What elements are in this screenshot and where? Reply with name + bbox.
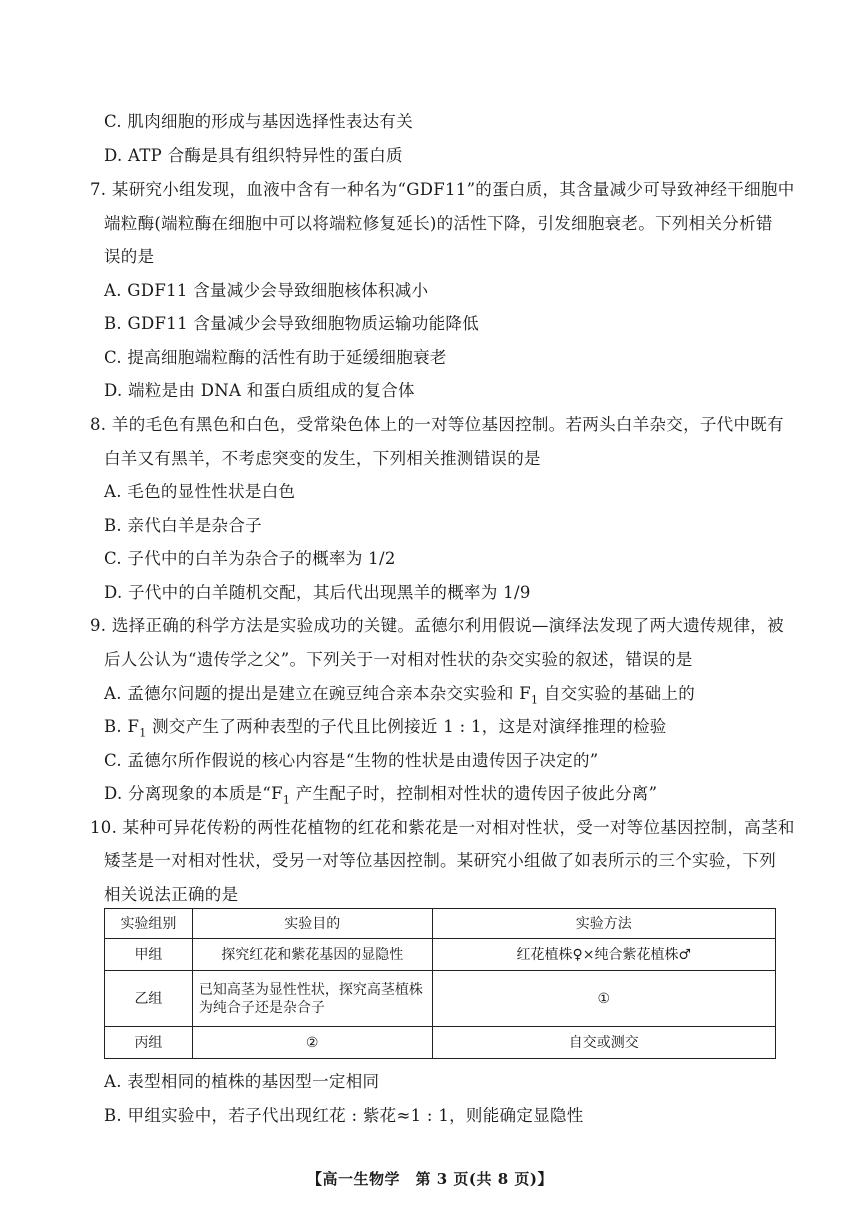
q10-option-a: A. 表型相同的植株的基因型一定相同 [104,1072,380,1091]
q9-stem-line1: 9. 选择正确的科学方法是实验成功的关键。孟德尔利用假说—演绎法发现了两大遗传规律，被 [90,616,784,635]
q10-option-b: B. 甲组实验中，若子代出现红花 : 紫花≈1 : 1，则能确定显隐性 [104,1106,584,1125]
q9-option-d-text2: 产生配子时，控制相对性状的遗传因子彼此分离” [290,784,658,803]
table-header-purpose: 实验目的 [192,909,432,939]
page-footer: 【高一生物学 第 3 页(共 8 页)】 [307,1170,553,1188]
table-cell-method: 自交或测交 [432,1027,775,1059]
table-cell-purpose: ② [192,1027,432,1059]
q9-option-d-subscript: 1 [282,793,291,807]
q7-option-c: C. 提高细胞端粒酶的活性有助于延缓细胞衰老 [104,348,447,367]
q10-stem-line2: 矮茎是一对相对性状，受另一对等位基因控制。某研究小组做了如表所示的三个实验，下列 [104,851,776,870]
table-cell-group: 甲组 [105,939,193,971]
q6-option-d: D. ATP 合酶是具有组织特异性的蛋白质 [104,146,403,165]
q8-option-c: C. 子代中的白羊为杂合子的概率为 1/2 [104,549,396,568]
table-row [105,1027,776,1059]
q9-option-d-text1: D. 分离现象的本质是“F [104,784,283,803]
q9-stem-line2: 后人公认为“遗传学之父”。下列关于一对相对性状的杂交实验的叙述，错误的是 [104,650,693,669]
q10-stem-line3: 相关说法正确的是 [104,885,239,904]
q9-option-d [104,784,657,810]
q9-option-b-text1: B. F [104,717,140,736]
q9-option-a [104,684,695,710]
q10-stem-line1: 10. 某种可异花传粉的两性花植物的红花和紫花是一对相对性状，受一对等位基因控制，高茎和 [90,818,795,837]
table-row [105,939,776,971]
q9-option-a-text1: A. 孟德尔问题的提出是建立在豌豆纯合亲本杂交实验和 F [104,684,531,703]
table-cell-group: 乙组 [105,971,193,1027]
q7-option-a: A. GDF11 含量减少会导致细胞核体积减小 [104,281,429,300]
q8-option-d: D. 子代中的白羊随机交配，其后代出现黑羊的概率为 1/9 [104,583,531,602]
experiment-table [104,908,776,1059]
q7-stem-line3: 误的是 [104,247,155,266]
q9-option-a-text2: 自交实验的基础上的 [538,684,696,703]
q8-stem-line2: 白羊又有黑羊，不考虑突变的发生，下列相关推测错误的是 [104,449,541,468]
table-cell-purpose: 已知高茎为显性性状，探究高茎植株为纯合子还是杂合子 [192,971,432,1027]
table-cell-method: ① [432,971,775,1027]
q7-stem-line1: 7. 某研究小组发现，血液中含有一种名为“GDF11”的蛋白质，其含量减少可导致神经干细胞中 [90,180,795,199]
table-cell-group: 丙组 [105,1027,193,1059]
q7-option-d: D. 端粒是由 DNA 和蛋白质组成的复合体 [104,381,415,400]
q7-stem-line2: 端粒酶(端粒酶在细胞中可以将端粒修复延长)的活性下降，引发细胞衰老。下列相关分析错 [104,214,773,233]
table-row [105,971,776,1027]
table-cell-method: 红花植株♀×纯合紫花植株♂ [432,939,775,971]
table-header-group: 实验组别 [105,909,193,939]
q8-option-a: A. 毛色的显性性状是白色 [104,482,296,501]
q9-option-b-text2: 测交产生了两种表型的子代且比例接近 1 : 1，这是对演绎推理的检验 [146,717,667,736]
q8-stem-line1: 8. 羊的毛色有黑色和白色，受常染色体上的一对等位基因控制。若两头白羊杂交，子代中既有 [90,415,784,434]
q9-option-a-subscript: 1 [531,693,539,707]
q8-option-b: B. 亲代白羊是杂合子 [104,516,262,535]
table-cell-purpose: 探究红花和紫花基因的显隐性 [192,939,432,971]
table-header-row [105,909,776,939]
q9-option-c: C. 孟德尔所作假说的核心内容是“生物的性状是由遗传因子决定的” [104,751,599,770]
q9-option-b-subscript: 1 [139,726,147,740]
table-header-method: 实验方法 [432,909,775,939]
q9-option-b [104,717,667,743]
q7-option-b: B. GDF11 含量减少会导致细胞物质运输功能降低 [104,314,480,333]
q6-option-c: C. 肌肉细胞的形成与基因选择性表达有关 [104,112,414,131]
